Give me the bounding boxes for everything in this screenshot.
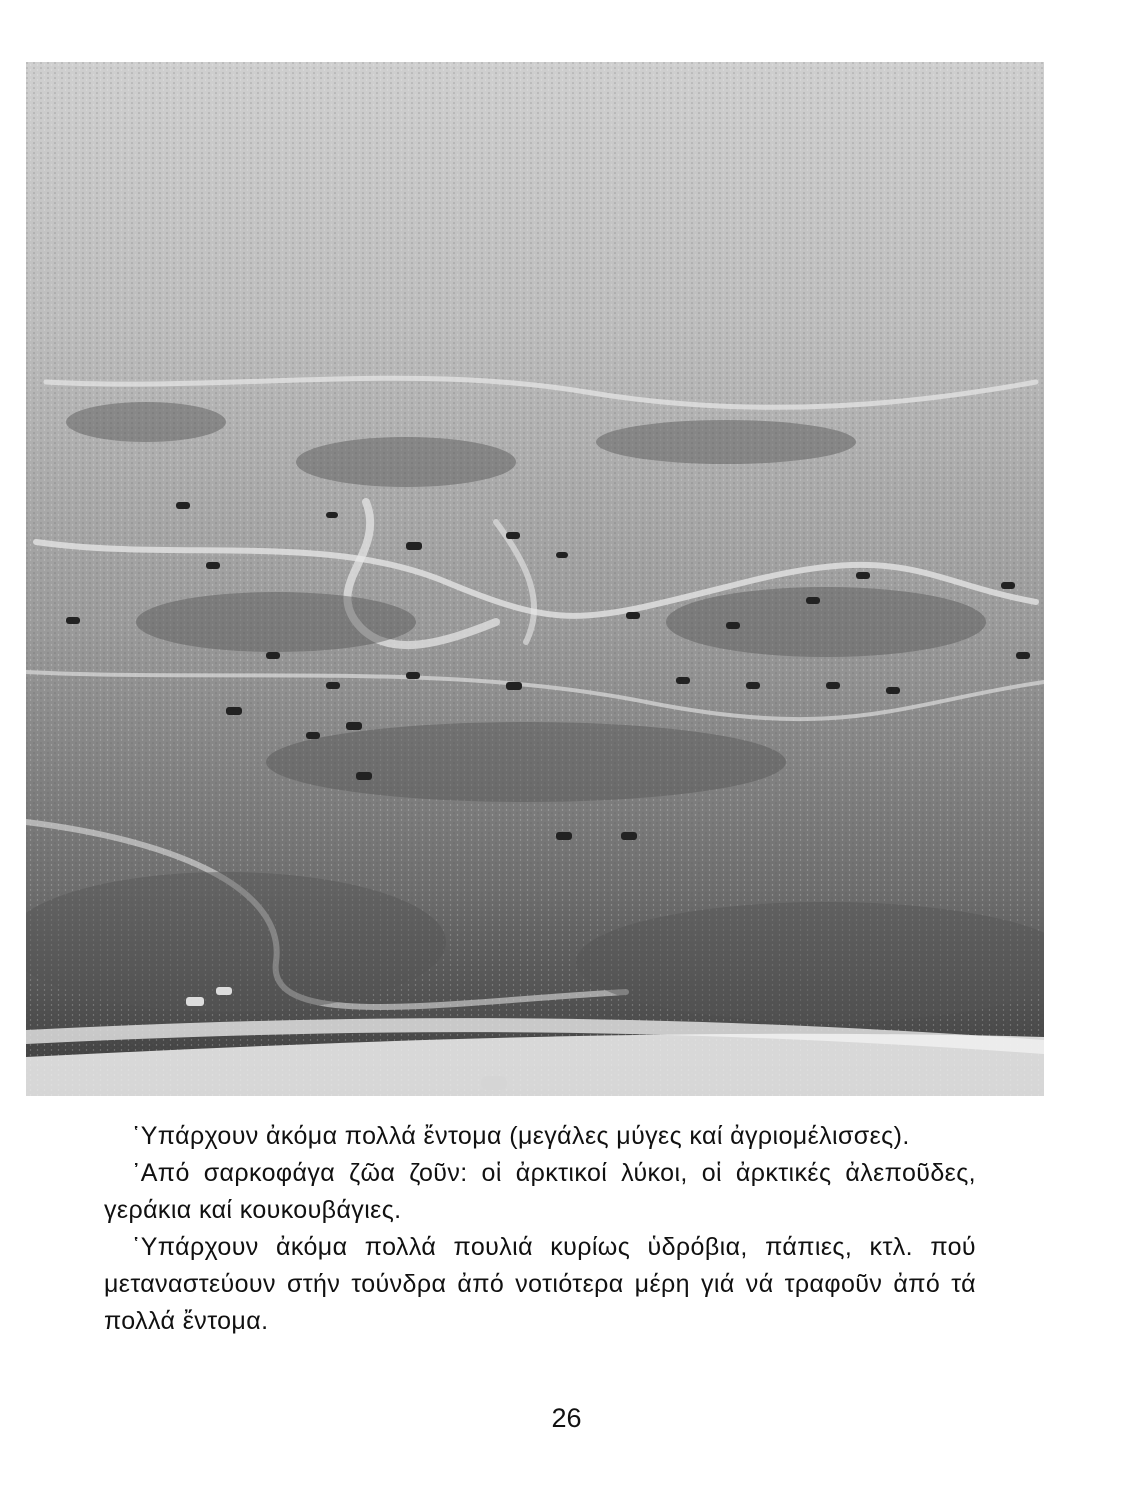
page-number: 26 [551, 1403, 582, 1433]
paragraph-carnivores: ᾿Από σαρκοφάγα ζῶα ζοῦν: οἱ ἀρκτικοί λύκοι, οἱ ἀρκτικές ἀλεποῦδες, γεράκια καί κουκουβάγιες. [104, 1159, 976, 1224]
paragraph-insects: ῾Υπάρχουν ἀκόμα πολλά ἔντομα (μεγάλες μύγες καί ἀγριομέλισσες). [132, 1122, 910, 1150]
body-text [104, 1118, 976, 1340]
paragraph-birds: ῾Υπάρχουν ἀκόμα πολλά πουλιά κυρίως ὑδρόβια, πάπιες, κτλ. πού μεταναστεύουν στήν τούνδρα ἀπό νοτιότερα μέρη γιά νά τραφοῦν ἀπό τά πολλά ἔντομα. [104, 1233, 976, 1335]
tundra-photo [26, 62, 1044, 1096]
